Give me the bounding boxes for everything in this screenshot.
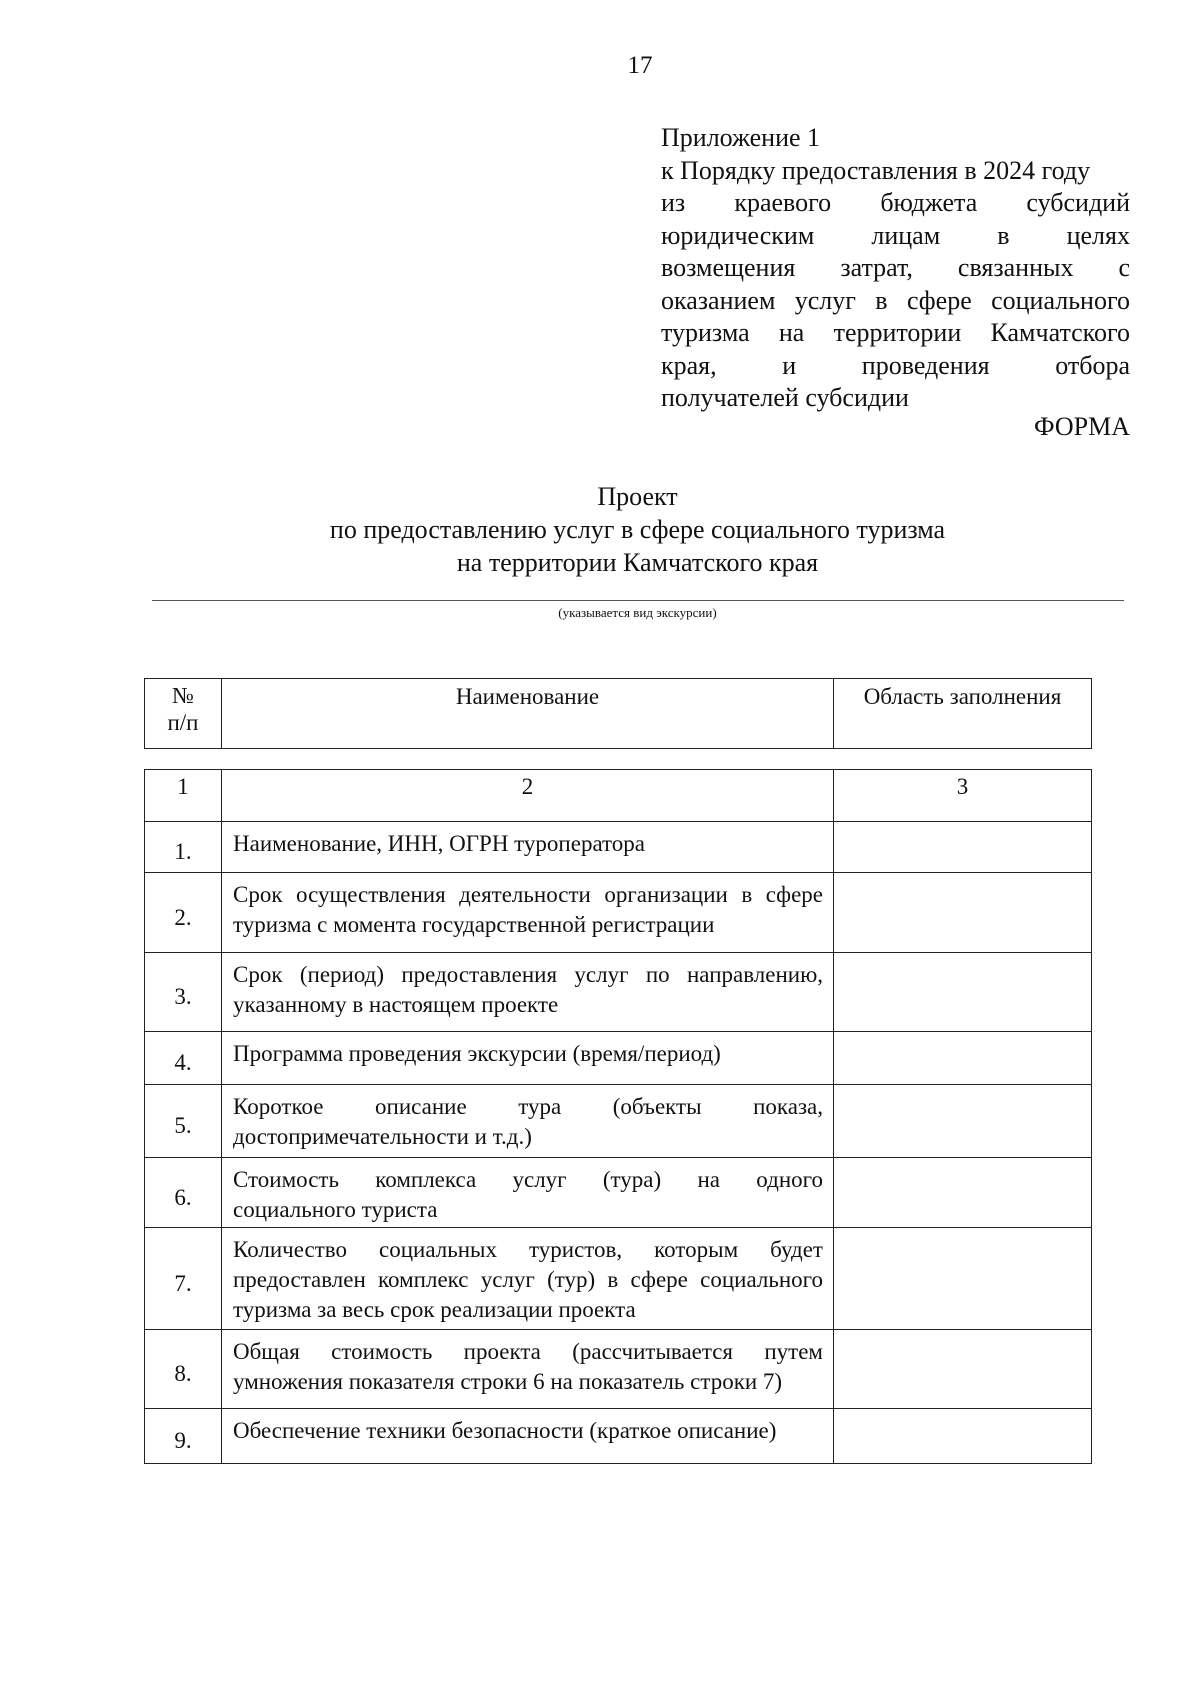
excursion-type-blank-line	[152, 600, 1124, 601]
excursion-type-caption: (указывается вид экскурсии)	[558, 605, 717, 620]
row-description: Наименование, ИНН, ОГРН туроператора	[222, 822, 834, 873]
appendix-line: возмещения затрат, связанных с	[661, 253, 1130, 282]
table-row	[145, 1158, 1092, 1228]
table-row	[145, 1085, 1092, 1158]
title-line-2: по предоставлению услуг в сфере социального туризма	[329, 515, 946, 544]
row-value-field[interactable]	[834, 1330, 1092, 1409]
table-row	[145, 1032, 1092, 1085]
table-row	[145, 822, 1092, 873]
row-number: 2.	[145, 873, 222, 953]
column-index: 3	[834, 770, 1092, 822]
row-value-field[interactable]	[834, 873, 1092, 953]
header-num: №	[172, 683, 194, 708]
row-number: 3.	[145, 953, 222, 1032]
table-row	[145, 1409, 1092, 1464]
table-row	[145, 953, 1092, 1032]
appendix-block	[661, 122, 1130, 415]
table-row	[145, 1330, 1092, 1409]
form-label: ФОРМА	[1034, 412, 1130, 441]
row-description: Обеспечение техники безопасности (краткое описание)	[222, 1409, 834, 1464]
row-number: 7.	[145, 1228, 222, 1330]
row-description: Стоимость комплекса услуг (тура) на одного социального туриста	[222, 1158, 834, 1228]
header-name: Наименование	[222, 679, 834, 749]
row-number: 1.	[145, 822, 222, 873]
row-value-field[interactable]	[834, 1085, 1092, 1158]
appendix-line: туризма на территории Камчатского	[661, 318, 1130, 347]
column-index: 2	[222, 770, 834, 822]
title-line-1: Проект	[597, 482, 678, 511]
appendix-line: получателей субсидии	[661, 383, 909, 412]
header-num-sub: п/п	[167, 710, 199, 735]
row-value-field[interactable]	[834, 1228, 1092, 1330]
appendix-line: из краевого бюджета субсидий	[661, 188, 1130, 217]
title-line-3: на территории Камчатского края	[456, 548, 819, 577]
row-number: 5.	[145, 1085, 222, 1158]
row-value-field[interactable]	[834, 1409, 1092, 1464]
form-table	[144, 769, 1092, 1464]
row-description: Программа проведения экскурсии (время/период)	[222, 1032, 834, 1085]
row-number: 9.	[145, 1409, 222, 1464]
column-index-row	[145, 770, 1092, 822]
appendix-line: к Порядку предоставления в 2024 году	[661, 155, 1091, 185]
row-description: Срок (период) предоставления услуг по направлению, указанному в настоящем проекте	[222, 953, 834, 1032]
appendix-line: Приложение 1	[661, 123, 821, 152]
row-description: Общая стоимость проекта (рассчитывается путем умножения показателя строки 6 на показатель строки 7)	[222, 1330, 834, 1409]
row-value-field[interactable]	[834, 1158, 1092, 1228]
row-value-field[interactable]	[834, 953, 1092, 1032]
table-header	[144, 678, 1092, 749]
appendix-line: юридическим лицам в целях	[661, 220, 1130, 250]
row-description: Срок осуществления деятельности организации в сфере туризма с момента государственной регистрации	[222, 873, 834, 953]
document-title	[150, 480, 1125, 579]
appendix-line: оказанием услуг в сфере социального	[661, 285, 1130, 315]
row-description: Количество социальных туристов, которым будет предоставлен комплекс услуг (тур) в сфере социального туризма за весь срок реализации проекта	[222, 1228, 834, 1330]
header-field: Область заполнения	[834, 679, 1092, 749]
table-row	[145, 873, 1092, 953]
row-value-field[interactable]	[834, 822, 1092, 873]
appendix-line: края, и проведения отбора	[661, 350, 1130, 380]
row-description: Короткое описание тура (объекты показа, достопримечательности и т.д.)	[222, 1085, 834, 1158]
page-number: 17	[627, 52, 653, 79]
column-index: 1	[145, 770, 222, 822]
header-num-cell	[145, 679, 222, 749]
row-number: 6.	[145, 1158, 222, 1228]
row-number: 8.	[145, 1330, 222, 1409]
row-value-field[interactable]	[834, 1032, 1092, 1085]
table-row	[145, 1228, 1092, 1330]
row-number: 4.	[145, 1032, 222, 1085]
